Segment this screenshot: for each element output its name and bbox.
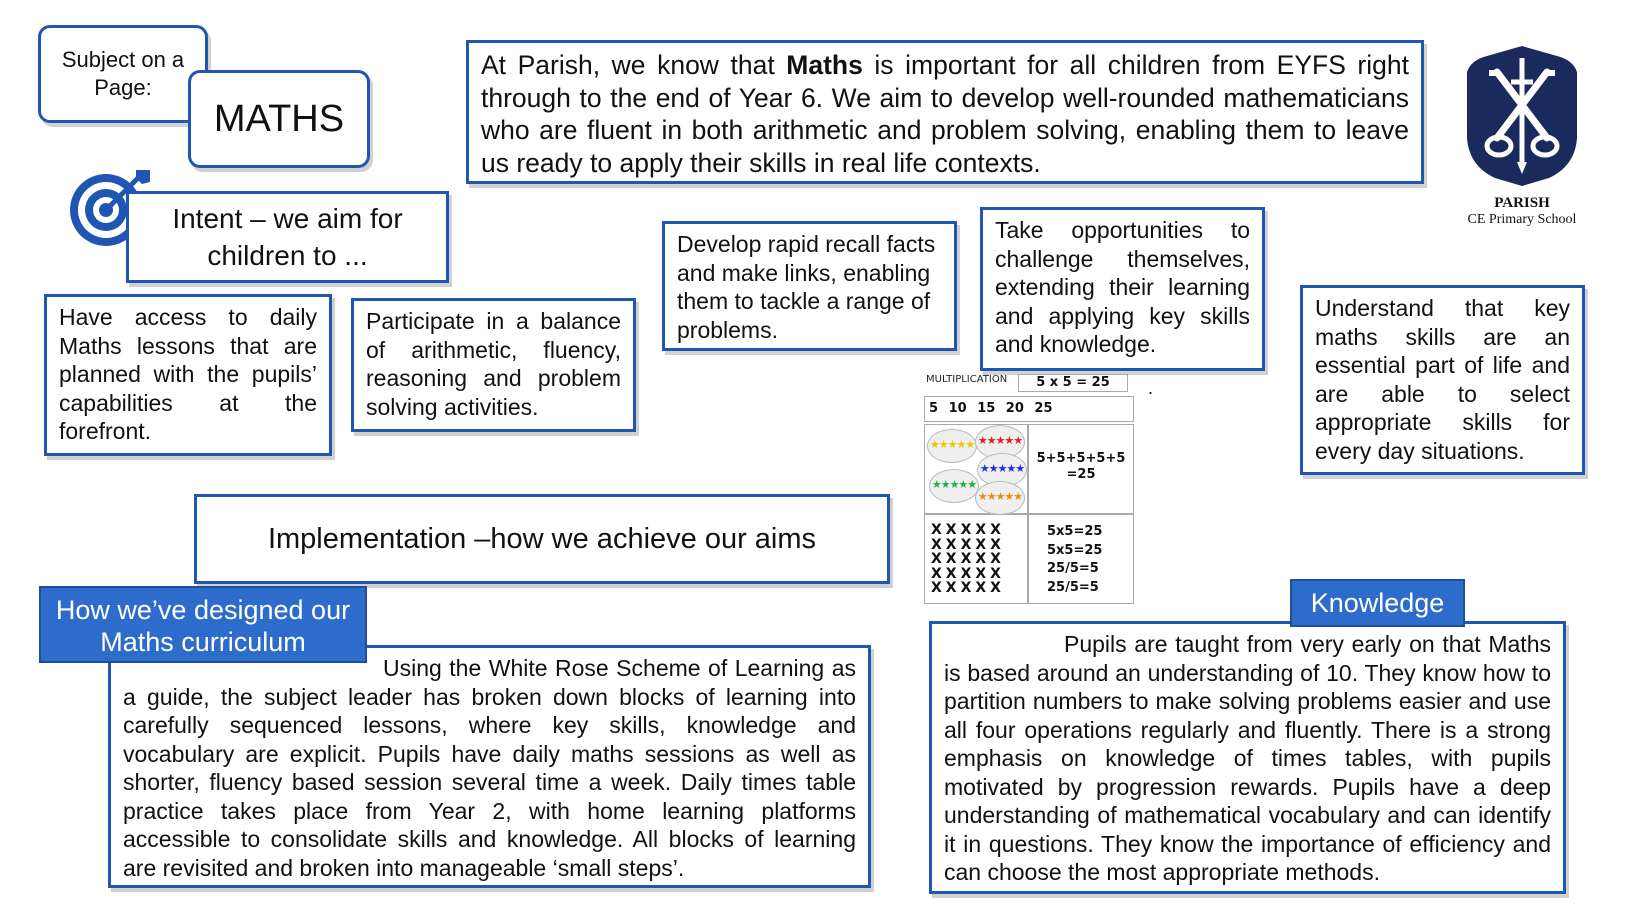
worksheet-equation: 5 x 5 = 25 — [1018, 374, 1128, 392]
worksheet-repeated-addition: 5+5+5+5+5 =25 — [1028, 424, 1134, 514]
multiplication-worksheet — [924, 372, 1136, 604]
knowledge-banner: Knowledge — [1290, 579, 1465, 627]
knowledge-body-box — [929, 621, 1566, 894]
star-group-icon: ★★★★★ — [977, 490, 1023, 503]
design-body-text: Using the White Rose Scheme of Learning as a guide, the subject leader has broken down blocks of learning into carefully sequenced lessons, where key skills, knowledge and vocabulary are explicit. Pupils have daily maths sessions as well as shorter, fluency based session several time a week. Daily times table practice takes place from Year 2, with home learning platforms accessible to consolidate skills and knowledge. All blocks of learning are revisited and broken into manageable ‘small steps’. — [123, 655, 856, 881]
subject-label-box — [38, 25, 208, 123]
fact: 25/5=5 — [1047, 579, 1099, 595]
array-row: XXXXX — [931, 551, 1005, 567]
array-row: XXXXX — [931, 580, 1005, 596]
subject-title: MATHS — [213, 97, 345, 140]
intent-item-text: Have access to daily Maths lessons that are planned with the pupils’ capabilities at the forefront. — [59, 304, 317, 444]
intro-text-bold: Maths — [786, 50, 863, 80]
intro-text-end: is important for all children from EYFS right through to the end of Year 6. We aim to develop well-rounded mathematicians who are fluent in both arithmetic and problem solving, enabling them to leave us ready to apply their skills in real life contexts. — [481, 50, 1409, 178]
intent-item-text: Take opportunities to challenge themselves, extending their learning and applying key skills and knowledge. — [995, 217, 1250, 357]
intent-item — [1300, 285, 1585, 475]
design-banner: How we’ve designed our Maths curriculum — [39, 586, 367, 663]
worksheet-array — [924, 514, 1028, 604]
school-logo — [1452, 42, 1592, 242]
intent-item-text: Participate in a balance of arithmetic, fluency, reasoning and problem solving activities. — [366, 308, 621, 420]
school-name: PARISH — [1494, 195, 1550, 211]
intro-box — [466, 40, 1424, 184]
array-row: XXXXX — [931, 522, 1005, 538]
design-body-box — [108, 645, 871, 888]
knowledge-body-text: Pupils are taught from very early on that Maths is based around an understanding of 10. They know how to partition numbers to make solving problems easier and use all four operations regularly and fluently. There is a strong emphasis on knowledge of times tables, with pupils motivated by progression rewards. Pupils have a deep understanding of mathematical vocabulary and can identify it in questions. They know the importance of efficiency and can choose the most appropriate methods. — [944, 631, 1551, 885]
worksheet-facts — [1028, 514, 1134, 604]
star-group-icon: ★★★★★ — [979, 462, 1025, 475]
fact: 5x5=25 — [1047, 524, 1103, 539]
intent-item-text: Develop rapid recall facts and make links, enabling them to tackle a range of problems. — [677, 231, 936, 343]
implementation-title: Implementation –how we achieve our aims — [267, 522, 817, 555]
worksheet-heading: MULTIPLICATION — [926, 374, 1008, 385]
intent-item — [662, 221, 957, 351]
intent-item — [44, 294, 332, 456]
intent-title-box — [126, 191, 449, 283]
array-row: XXXXX — [931, 536, 1005, 553]
intent-title: Intent – we aim for children to ... — [172, 203, 403, 271]
intent-item — [980, 207, 1265, 371]
star-group-icon: ★★★★★ — [931, 478, 977, 491]
school-subtitle: CE Primary School — [1467, 212, 1577, 227]
subject-title-box — [188, 70, 370, 168]
worksheet-star-groups — [924, 424, 1028, 514]
subject-label: Subject on a Page: — [61, 47, 185, 100]
star-group-icon: ★★★★★ — [977, 434, 1023, 447]
intent-item-text: Understand that key maths skills are an essential part of life and are able to select appropriate skills for every day situations. — [1315, 295, 1570, 464]
implementation-title-box — [194, 494, 890, 584]
intent-item — [351, 298, 636, 432]
stray-mark: . — [1148, 378, 1154, 398]
intro-text-start: At Parish, we know that — [481, 50, 787, 80]
worksheet-counting: 5 10 15 20 25 — [924, 396, 1134, 422]
array-row: XXXXX — [931, 565, 1005, 582]
crest-icon — [1461, 42, 1583, 188]
star-group-icon: ★★★★★ — [929, 438, 975, 451]
fact: 25/5=5 — [1047, 561, 1099, 576]
fact: 5x5=25 — [1047, 542, 1103, 558]
